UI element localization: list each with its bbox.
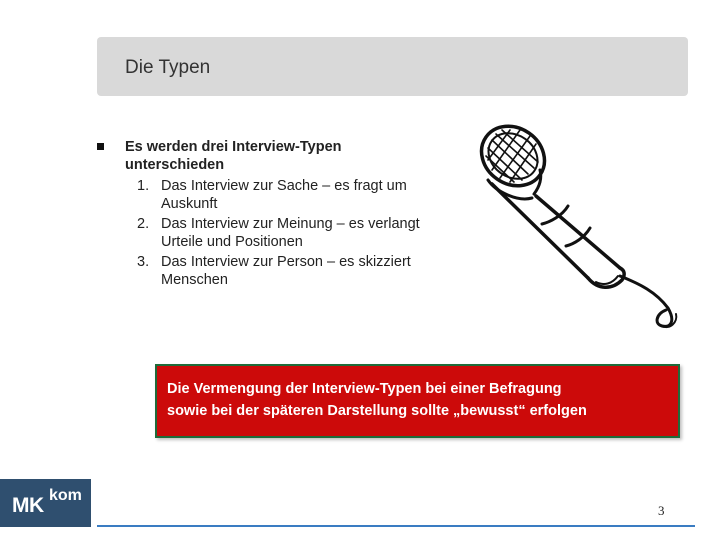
highlight-line-1: Die Vermengung der Interview-Typen bei einer Befragung (167, 381, 562, 397)
highlight-text (167, 378, 587, 422)
content-area (97, 138, 437, 291)
list-text: Das Interview zur Sache – es fragt um Auskunft (161, 178, 407, 212)
title-bar (97, 37, 688, 96)
footer-divider (97, 525, 695, 527)
list-text: Das Interview zur Person – es skizziert Menschen (161, 254, 411, 288)
bullet-item (97, 138, 437, 174)
logo-mk-text: MK (12, 494, 44, 517)
numbered-list (97, 177, 437, 289)
logo-kom-text: kom (49, 487, 82, 504)
bullet-text: Es werden drei Interview-Typen unterschieden (125, 139, 342, 173)
microphone-icon (470, 118, 680, 330)
list-number: 1. (137, 178, 150, 194)
list-item (137, 215, 437, 251)
list-item (137, 177, 437, 213)
list-number: 3. (137, 254, 150, 270)
list-number: 2. (137, 216, 150, 232)
highlight-line-2: sowie bei der späteren Darstellung sollte „bewusst“ erfolgen (167, 403, 587, 419)
square-bullet-icon (97, 143, 104, 150)
slide-title: Die Typen (125, 57, 211, 78)
mkkom-logo (0, 479, 91, 527)
list-item (137, 253, 437, 289)
highlight-box (155, 364, 680, 438)
page-number: 3 (658, 503, 665, 518)
list-text: Das Interview zur Meinung – es verlangt Urteile und Positionen (161, 216, 420, 250)
